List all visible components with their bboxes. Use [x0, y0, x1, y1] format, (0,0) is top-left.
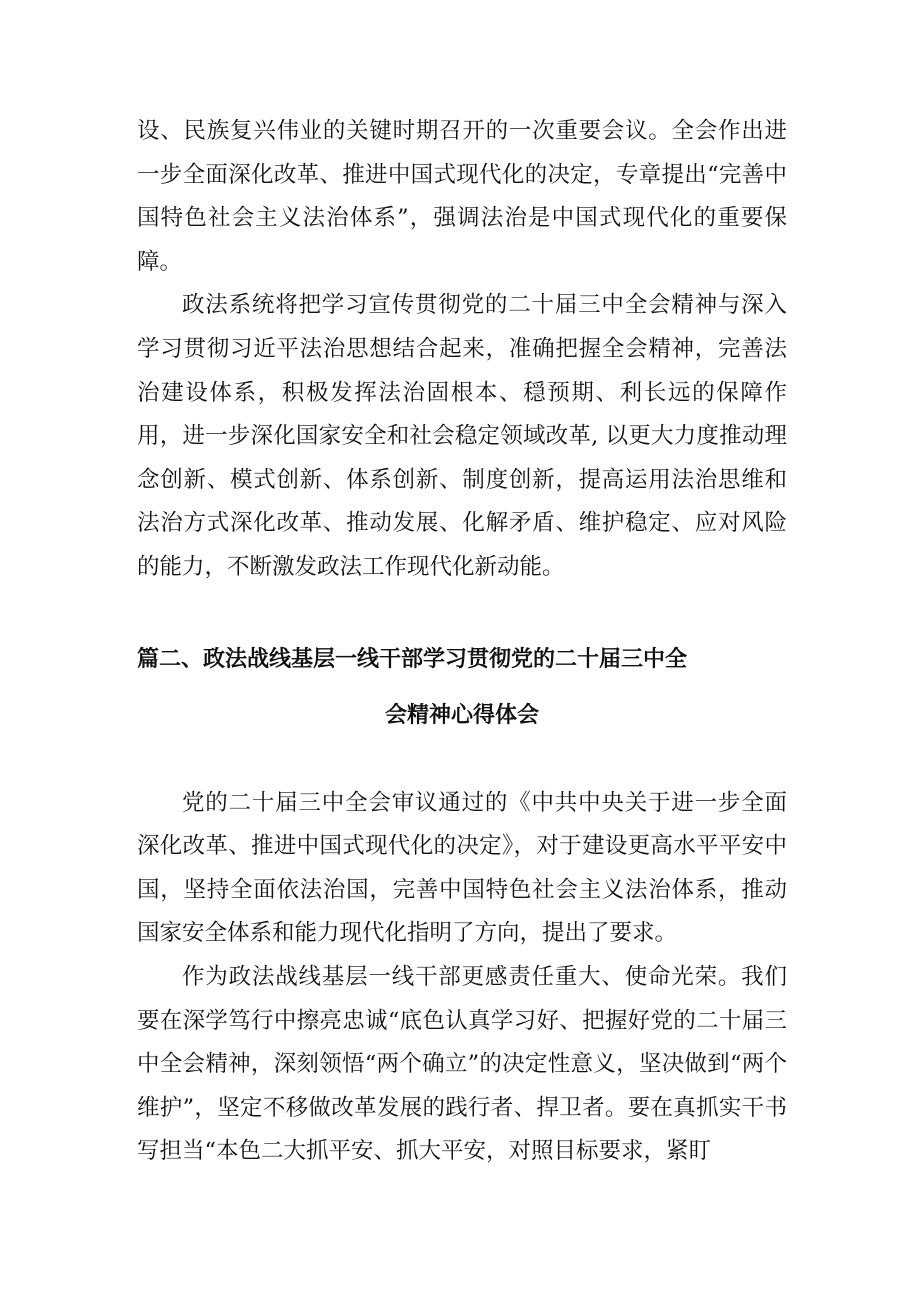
paragraph-political-legal-system: 政法系统将把学习宣传贯彻党的二十届三中全会精神与深入学习贯彻习近平法治思想结合起来，准确把握全会精神，完善法治建设体系，积极发挥法治固根本、穏预期、利长远的保障作用，进一步深化国家安全和社会稳定领域改革, 以更大力度推动理念创新、模式创新、体系创新、制度创新，提高运用法治思维和法治方式深化改革、推动发展、化解矛盾、维护稳定、应对风险的能力，不断激发政法工作现代化新动能。	[137, 292, 787, 580]
section-heading-line2: 会精神心得体会	[384, 702, 539, 728]
document-page	[137, 110, 787, 1174]
section-heading-line1: 篇二、政法战线基层一线干部学习贯彻党的二十届三中全	[137, 646, 688, 672]
section-heading	[137, 632, 787, 744]
paragraph-frontline-cadre: 作为政法战线基层一线干部更感责任重大、使命光荣。我们要在深学笃行中擦亮忠诚“底色认真学习好、把握好党的二十届三中全会精神，深刻领悟“两个确立”的决定性意义，坚决做到“两个维护”，坚定不移做改革发展的践行者、捍卫者。要在真抓实干书写担当“本色二大抓平安、抓大平安，对照目标要求，紧盯	[137, 963, 787, 1165]
paragraph-plenum-decision: 党的二十届三中全会审议通过的《中共中央关于进一步全面深化改革、推进中国式现代化的决定》，对于建设更高水平平安中国，坚持全面依法治国，完善中国特色社会主义法治体系，推动国家安全体系和能力现代化指明了方向，提出了要求。	[137, 789, 787, 947]
paragraph-continuation: 设、民族复兴伟业的关键时期召开的一次重要会议。全会作出进一步全面深化改革、推进中国式现代化的决定，专章提出“完善中国特色社会主义法治体系”，强调法治是中国式现代化的重要保障。	[137, 118, 787, 275]
